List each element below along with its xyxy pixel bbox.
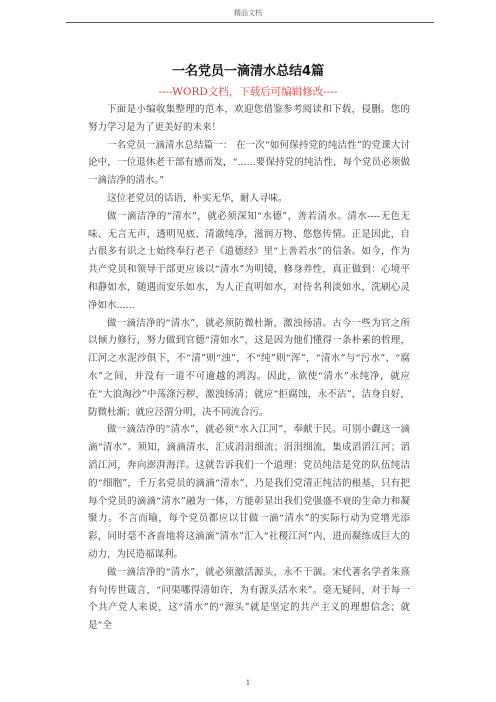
body-paragraph: 做一滴洁净的“清水”，就必须深知“水德”，善若清水。清水----无色无味、无言无声，透明见底、清澈纯净，滋润万物、悠悠传情。正是因此，自古很多有识之士始终奉行老子《道德经》里“上善若水”的信条。如今，作为共产党员和领导干部更应该以“清水”为明镜，修身养性，真正做到：心境平和静如水，随遇而安乐如水，为人正直明如水，对待名利淡如水，洗刷心灵净如水...... xyxy=(88,210,410,311)
body-paragraph: 做一滴洁净的“清水”，就必须防微杜渐，激浊扬清。古今一些为官之所以倾力修行，努力做到官德“清如水”，这是因为他们懂得一条朴素的哲理，江河之水泥沙俱下，不“清”则“浊”，不“纯”则“浑”，“清水”与“污水”、“腐水”之间，并没有一道不可逾越的鸿沟。因此，欲使“清水”永纯净，就应在“大浪淘沙”中荡涤污秽，激浊扬清；就应“拒腐蚀，永不沾”，洁身自好，防微杜渐；就应泾渭分明，决不同流合污。 xyxy=(88,317,410,418)
body-paragraph: 这位老党员的话语，朴实无华，耐人寻味。 xyxy=(107,192,288,204)
page-number: 1 xyxy=(245,678,251,687)
header-divider xyxy=(66,22,434,23)
body-paragraph: 做一滴洁净的“清水”，就必须“水入江河”，奉献于民。可别小觑这一滴滴“清水”。须知，滴滴清水，汇成涓涓细流；涓涓细流，集成滔滔江河；滔滔江河，奔向澎湃海洋。这就告诉我们一个道理：党员纯洁是党的队伍纯洁的“细胞”，千万名党员的滴滴“清水”，乃是我们党清正纯洁的根基，只有把每个党员的滴滴“清水”融为一体，方能彰显出我们党强盛不衰的生命力和凝聚力。不言而喻，每个党员都应以甘做一滴“清水”的实际行动为党增光添彩，同时毫不吝啬地将这滴滴“清水”汇入“社稷江河”内，进而凝练成巨大的动力，为民造福谋利。 xyxy=(88,424,410,560)
header-label: 精品文档 xyxy=(234,9,262,17)
body-paragraph: 一名党员一滴清水总结篇一： 在一次“如何保持党的纯洁性”的党课大讨论中，一位退休老干部有感而发，“......要保持党的纯洁性，每个党员必须做一滴洁净的清水。” xyxy=(88,139,410,187)
body-paragraph: 做一滴洁净的“清水”，就必须激活源头，永不干涸。宋代著名学者朱熹有句传世箴言，“问渠哪得清如许，为有源头活水来”。毫无疑问，对于每一个共产党人来说，这“清水”的“源头”就是坚定的共产主义的理想信念；就是“全 xyxy=(88,566,410,632)
intro-paragraph: 下面是小编收集整理的范本，欢迎您借鉴参考阅读和下载，侵删。您的努力学习是为了更美好的未来！ xyxy=(88,104,410,133)
document-title: 一名党员一滴清水总结4篇 xyxy=(171,64,325,79)
document-body xyxy=(88,101,410,635)
document-subtitle: ----WORD文档，下载后可编辑修改---- xyxy=(158,86,338,98)
